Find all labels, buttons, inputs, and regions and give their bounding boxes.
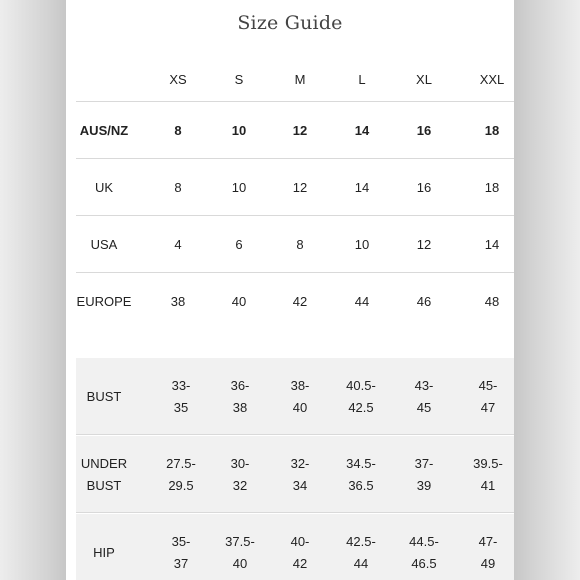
table-cell: 45- 47 [478,377,498,415]
table-cell: 6 [235,237,243,252]
row-divider [76,434,514,435]
row-divider [76,158,514,159]
table-cell: 14 [354,123,370,138]
table-row-measurement [76,358,514,435]
header-cell-m: M [294,72,306,87]
header-cell-xs: XS [169,72,187,87]
table-cell: 16 [416,123,432,138]
table-cell: 36- 38 [230,377,250,415]
table-cell: 10 [354,237,370,252]
table-cell: 42 [292,294,308,309]
row-divider [76,272,514,273]
table-cell: 8 [174,180,182,195]
table-row-measurement [76,436,514,513]
table-cell: 47- 49 [478,533,498,571]
right-background [510,0,580,580]
table-cell: 38 [170,294,186,309]
table-cell: 44 [354,294,370,309]
table-cell: 35- 37 [171,533,191,571]
table-cell: 14 [484,237,500,252]
table-cell: 8 [296,237,304,252]
table-cell: 43- 45 [414,377,434,415]
table-row [76,217,514,273]
table-row [76,274,514,330]
row-label: USA [90,237,118,252]
header-cell-s: S [234,72,244,87]
row-divider [76,101,514,102]
table-cell: 18 [484,123,500,138]
table-row [76,103,514,159]
table-cell: 10 [231,180,247,195]
table-row [76,160,514,216]
table-cell: 4 [174,237,182,252]
table-cell: 42.5- 44 [346,533,376,571]
table-cell: 30- 32 [230,455,250,493]
table-cell: 27.5- 29.5 [166,455,196,493]
table-row-measurement [76,514,514,580]
table-cell: 18 [484,180,500,195]
size-guide-card [66,0,514,580]
table-cell: 48 [484,294,500,309]
row-label: BUST [86,388,122,404]
row-divider [76,512,514,513]
header-cell-xl: XL [416,72,432,87]
row-divider [76,215,514,216]
header-cell-l: L [358,72,366,87]
table-cell: 46 [416,294,432,309]
table-cell: 40 [231,294,247,309]
table-cell: 40.5- 42.5 [346,377,376,415]
row-label: HIP [93,544,115,560]
header-cell-xxl: XXL [479,72,505,87]
table-cell: 14 [354,180,370,195]
table-cell: 37.5- 40 [225,533,255,571]
table-cell: 8 [174,123,182,138]
table-cell: 39.5- 41 [473,455,503,493]
table-cell: 34.5- 36.5 [346,455,376,493]
table-cell: 10 [231,123,247,138]
table-header-row [76,58,514,102]
table-cell: 44.5- 46.5 [409,533,439,571]
row-label: UK [94,180,114,195]
table-cell: 12 [292,180,308,195]
table-cell: 16 [416,180,432,195]
row-label: UNDER BUST [80,455,128,493]
table-cell: 40- 42 [290,533,310,571]
left-background [0,0,70,580]
table-cell: 12 [416,237,432,252]
table-cell: 37- 39 [414,455,434,493]
page-title: Size Guide [237,12,343,34]
table-cell: 38- 40 [290,377,310,415]
table-cell: 12 [292,123,308,138]
table-cell: 33- 35 [171,377,191,415]
row-label: AUS/NZ [79,123,129,138]
table-cell: 32- 34 [290,455,310,493]
row-label: EUROPE [76,294,132,309]
